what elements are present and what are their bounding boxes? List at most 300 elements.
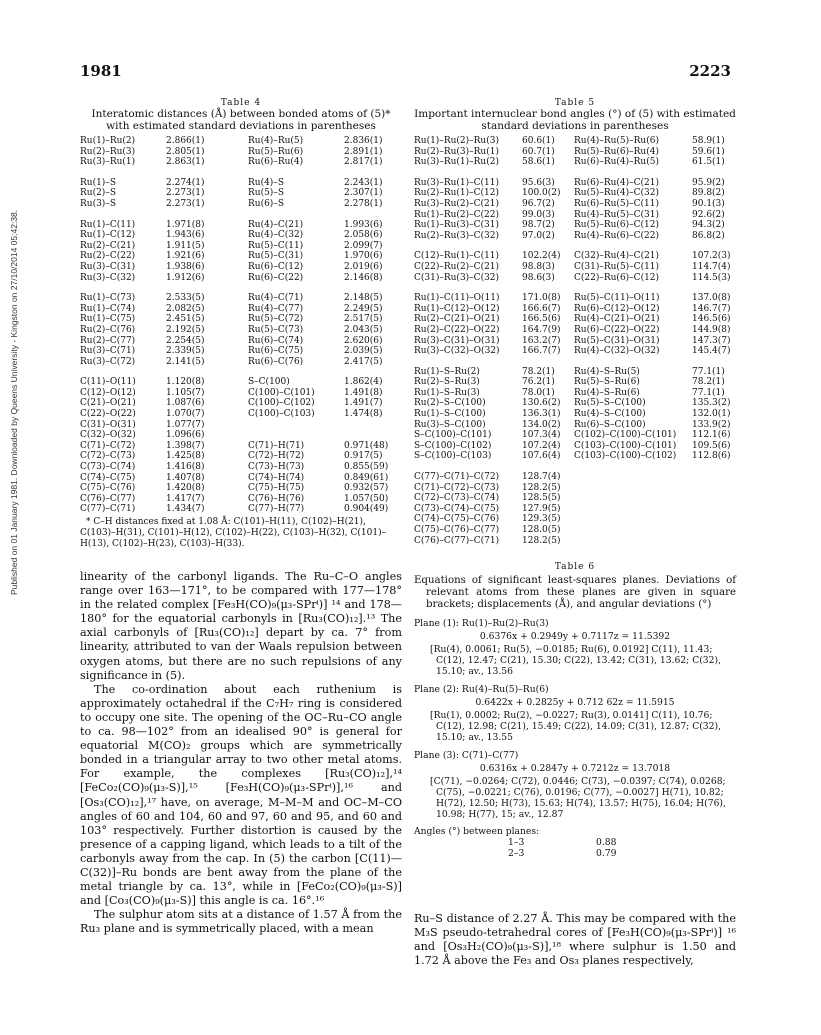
table-4 — [80, 98, 402, 550]
table-row — [80, 273, 402, 284]
table-cell: 2.243(1) — [344, 177, 383, 188]
table-row — [80, 325, 402, 336]
table-cell: Ru(1)–S — [80, 177, 116, 188]
table-row — [80, 346, 402, 357]
table-row — [80, 451, 402, 462]
table-cell: 60.6(1) — [522, 136, 555, 146]
table-cell: 146.5(6) — [692, 314, 731, 325]
table-cell: 166.7(7) — [522, 346, 561, 357]
table-cell: C(100)–C(102) — [248, 398, 315, 409]
table-cell: Ru(5)–Ru(6)–Ru(4) — [574, 146, 659, 157]
table-6-caption: Equations of significant least-squares planes. Deviations of relevant atoms from these planes are given in square brackets; displacements (Å), and angular deviations (°) — [414, 575, 736, 610]
table-cell: 2.273(1) — [166, 188, 205, 199]
table-cell: Ru(1)–C(11) — [80, 219, 136, 230]
table-cell: Ru(1)–Ru(2)–C(22) — [414, 209, 500, 220]
table-cell: Ru(5)–S–C(100) — [574, 398, 646, 409]
table-cell: Ru(6)–Ru(4)–C(21) — [574, 177, 660, 188]
table-cell: C(73)–H(73) — [248, 462, 305, 473]
table-cell — [692, 493, 736, 504]
table-row — [80, 409, 402, 420]
table-row — [80, 199, 402, 210]
table-cell: C(74)–C(75) — [80, 472, 136, 483]
table-cell: Ru(4)–S — [248, 177, 284, 188]
table-cell: 114.7(4) — [692, 261, 731, 272]
table-cell: Ru(1)–C(73) — [80, 293, 136, 304]
table-cell: C(32)–Ru(4)–C(21) — [574, 251, 660, 262]
table-cell: C(11)–O(11) — [80, 377, 136, 388]
table-cell: 2.863(1) — [166, 157, 205, 168]
table-cell: C(21)–O(21) — [80, 398, 136, 409]
table-cell: 107.6(4) — [522, 451, 561, 462]
table-row — [414, 231, 736, 242]
table-cell: 1.120(8) — [166, 377, 205, 388]
table-row — [80, 441, 402, 452]
table-cell: Ru(5)–C(72) — [248, 314, 304, 325]
table-row — [414, 441, 736, 452]
table-row — [414, 251, 736, 262]
table-cell: 144.9(8) — [692, 324, 731, 335]
table-cell: C(77)–C(71)–C(72) — [414, 472, 500, 483]
table-cell: Ru(2)–S–C(100) — [414, 398, 486, 409]
table-cell: C(73)–C(74) — [80, 462, 136, 473]
download-note: Published on 01 January 1981. Downloaded by Queens University - Kingston on 27/10/2014 05:42:38. — [9, 209, 19, 595]
table-cell: 2.417(5) — [344, 356, 383, 367]
table-cell: 2.099(7) — [344, 240, 383, 251]
table-cell — [692, 525, 736, 536]
table-row — [80, 262, 402, 273]
table-cell — [574, 483, 692, 494]
table-row — [80, 293, 402, 304]
table-cell: 95.9(2) — [692, 177, 725, 188]
table-cell: 1.970(6) — [344, 251, 383, 262]
table-cell: Ru(3)–C(31)–O(31) — [414, 335, 500, 346]
table-cell: 86.8(2) — [692, 230, 725, 241]
table-cell: 92.6(2) — [692, 209, 725, 220]
table-group — [80, 178, 402, 210]
table-cell: Ru(6)–C(75) — [248, 346, 304, 357]
angles-table — [414, 837, 736, 859]
table-cell: C(72)–H(72) — [248, 451, 305, 462]
table-row — [414, 504, 736, 515]
table-cell: S–C(100)–C(101) — [414, 430, 492, 441]
table-cell: Ru(3)–Ru(1) — [80, 157, 136, 168]
table-row — [80, 504, 402, 515]
table-cell: 1.105(7) — [166, 387, 205, 398]
table-cell: 102.2(4) — [522, 251, 561, 262]
table-cell: 1.938(6) — [166, 261, 205, 272]
table-row — [414, 451, 736, 462]
table-row — [414, 493, 736, 504]
table-cell: 77.1(1) — [692, 387, 725, 398]
table-cell: C(77)–H(77) — [248, 504, 305, 515]
plane-equation: 0.6422x + 0.2825y + 0.712 62z = 11.5915 — [475, 697, 675, 708]
table-4-footnote: * C–H distances fixed at 1.08 Å: C(101)–H(11), C(102)–H(21), C(103)–H(31), C(101)–H(12), C(102)–H(22), C(103)–H(32), C(101)–H(13), C(102)–H(23), C(103)–H(33). — [80, 517, 387, 549]
table-cell: C(74)–C(75)–C(76) — [414, 514, 500, 525]
table-row — [414, 536, 736, 547]
table-cell: 2.805(1) — [166, 146, 205, 157]
table-cell: 128.2(5) — [522, 535, 561, 546]
table-cell: 1.491(7) — [344, 398, 383, 409]
table-6-planes — [414, 618, 736, 820]
page-number: 2223 — [689, 62, 731, 80]
table-cell: 136.3(1) — [522, 409, 561, 420]
table-row — [414, 147, 736, 158]
table-cell — [248, 420, 344, 431]
table-row — [414, 199, 736, 210]
table-row — [80, 336, 402, 347]
table-row — [80, 483, 402, 494]
table-row — [80, 377, 402, 388]
table-cell: 97.0(2) — [522, 230, 555, 241]
table-row — [80, 357, 402, 368]
angle-row — [414, 848, 736, 859]
table-row — [80, 251, 402, 262]
table-cell: C(103)–C(100)–C(101) — [574, 440, 677, 451]
table-cell: S–C(100)–C(103) — [414, 451, 492, 462]
table-row — [414, 293, 736, 304]
paragraph: The co-ordination about each ruthenium is approximately octahedral if the C₇H₇ ring is considered to occupy one site. The opening of the OC–Ru–CO angle to ca. 98—102° from an idealised 90° is general for equatorial M(CO)₂ groups which are symmetrically bonded in a triangular array to two other metal atoms. For example, the complexes [Ru₃(CO)₁₂],¹⁴ [FeCo₂(CO)₉(μ₃-S)],¹⁵ [Fe₃H(CO)₉(μ₃-SPrⁱ)],¹⁶ and [Os₃(CO)₁₂],¹⁷ have, on average, M–M–M and OC–M–CO angles of 60 and 104, 60 and 97, 60 and 95, and 60 and 103° respectively. Further distortion is caused by the presence of a capping ligand, which leads to a tilt of the carbonyls away from the cap. In (5) the carbon [C(11)—C(32)]–Ru bonds are bent away from the plane of the metal triangle by ca. 13°, while in [FeCo₂(CO)₉(μ₃-S)] and [Co₃(CO)₉(μ₃-S)] this angle is ca. 16°.¹⁶ — [80, 682, 402, 908]
angle-row — [414, 837, 736, 848]
table-cell: 1.943(6) — [166, 230, 205, 241]
table-cell: Ru(1)–Ru(2) — [80, 136, 136, 146]
table-cell: Ru(5)–S–Ru(6) — [574, 377, 640, 388]
table-cell: 0.971(48) — [344, 440, 389, 451]
table-cell: 2.249(5) — [344, 303, 383, 314]
table-5 — [414, 98, 736, 546]
table-row — [80, 430, 402, 441]
table-group — [414, 136, 736, 168]
angle-planes: 1–3 — [508, 837, 525, 848]
table-cell: Ru(4)–Ru(5)–C(31) — [574, 209, 660, 220]
table-cell: 2.058(6) — [344, 230, 383, 241]
table-cell: 98.6(3) — [522, 272, 555, 283]
table-cell: Ru(1)–Ru(3)–C(31) — [414, 220, 500, 231]
table-cell: 133.9(2) — [692, 419, 731, 430]
table-row — [414, 178, 736, 189]
table-5-label: Table 5 — [554, 98, 596, 108]
table-cell: 1.425(8) — [166, 451, 205, 462]
table-cell: 2.274(1) — [166, 177, 205, 188]
table-cell: 2.891(1) — [344, 146, 383, 157]
table-cell: Ru(4)–C(32) — [248, 230, 304, 241]
table-cell: 129.3(5) — [522, 514, 561, 525]
table-cell: 0.932(57) — [344, 483, 389, 494]
table-5-caption: Important internuclear bond angles (°) of (5) with estimated standard deviations in parentheses — [414, 108, 736, 132]
table-group — [80, 293, 402, 367]
paragraph: The sulphur atom sits at a distance of 1.57 Å from the Ru₃ plane and is symmetrically placed, with a mean — [80, 908, 402, 936]
table-cell: 1.096(6) — [166, 430, 205, 441]
table-cell: C(100)–C(103) — [248, 409, 315, 420]
table-cell: 1.070(7) — [166, 409, 205, 420]
table-cell: 107.3(4) — [522, 430, 561, 441]
table-row — [80, 314, 402, 325]
table-cell: Ru(6)–Ru(5)–C(11) — [574, 198, 660, 209]
table-cell: 78.2(1) — [692, 377, 725, 388]
table-cell: 1.491(8) — [344, 387, 383, 398]
table-row — [414, 472, 736, 483]
table-cell: Ru(2)–C(77) — [80, 335, 136, 346]
table-cell: Ru(3)–C(32)–O(32) — [414, 346, 500, 357]
table-cell: Ru(4)–S–Ru(6) — [574, 387, 640, 398]
table-cell: 90.1(3) — [692, 198, 725, 209]
table-cell: 166.5(6) — [522, 314, 561, 325]
table-cell: Ru(2)–Ru(3)–Ru(1) — [414, 146, 499, 157]
table-cell: Ru(5)–Ru(6) — [248, 146, 304, 157]
table-cell: 166.6(7) — [522, 303, 561, 314]
table-cell — [248, 430, 344, 441]
table-cell: 78.0(1) — [522, 387, 555, 398]
table-cell: 98.8(3) — [522, 261, 555, 272]
table-cell: C(76)–H(76) — [248, 493, 305, 504]
table-cell: 0.849(61) — [344, 472, 389, 483]
table-cell — [692, 536, 736, 547]
table-cell: Ru(2)–Ru(1)–C(12) — [414, 188, 500, 199]
table-cell: 2.817(1) — [344, 157, 383, 168]
table-cell: 128.7(4) — [522, 472, 561, 483]
table-row — [414, 398, 736, 409]
table-cell: Ru(3)–S — [80, 198, 116, 209]
table-row — [414, 409, 736, 420]
table-cell: C(12)–O(12) — [80, 387, 136, 398]
table-cell: 1.087(6) — [166, 398, 205, 409]
table-group — [414, 367, 736, 462]
table-cell: Ru(3)–Ru(1)–Ru(2) — [414, 157, 499, 168]
table-row — [80, 304, 402, 315]
table-cell: 60.7(1) — [522, 146, 555, 157]
table-cell: C(75)–C(76) — [80, 483, 136, 494]
table-row — [414, 377, 736, 388]
table-cell: Ru(2)–C(21)–O(21) — [414, 314, 500, 325]
table-cell: Ru(1)–Ru(2)–Ru(3) — [414, 136, 499, 146]
table-cell: Ru(2)–S — [80, 188, 116, 199]
table-cell: 107.2(4) — [522, 440, 561, 451]
table-cell: C(72)–C(73) — [80, 451, 136, 462]
table-row — [414, 314, 736, 325]
table-cell: Ru(2)–C(22)–O(22) — [414, 324, 500, 335]
table-row — [80, 230, 402, 241]
table-cell: 147.3(7) — [692, 335, 731, 346]
table-cell — [574, 525, 692, 536]
table-cell: C(100)–C(101) — [248, 387, 315, 398]
table-cell: Ru(3)–Ru(2)–C(21) — [414, 198, 500, 209]
table-cell: C(22)–O(22) — [80, 409, 136, 420]
table-row — [80, 241, 402, 252]
table-row — [80, 388, 402, 399]
table-cell: 1.407(8) — [166, 472, 205, 483]
table-cell: 2.039(5) — [344, 346, 383, 357]
table-group — [80, 136, 402, 168]
table-cell: 171.0(8) — [522, 293, 561, 304]
table-cell: C(22)–Ru(6)–C(12) — [574, 272, 660, 283]
table-cell: 0.855(59) — [344, 462, 389, 473]
table-cell — [574, 514, 692, 525]
table-row — [414, 210, 736, 221]
table-row — [414, 220, 736, 231]
table-row — [80, 220, 402, 231]
table-cell: C(73)–C(74)–C(75) — [414, 503, 500, 514]
table-cell: Ru(6)–C(22) — [248, 272, 304, 283]
table-cell — [574, 536, 692, 547]
table-cell: Ru(2)–C(21) — [80, 240, 136, 251]
table-cell: Ru(3)–S–C(100) — [414, 419, 486, 430]
table-6-label: Table 6 — [554, 562, 596, 572]
table-cell — [692, 514, 736, 525]
table-cell: 2.451(5) — [166, 314, 205, 325]
table-cell: Ru(4)–C(71) — [248, 293, 304, 304]
table-cell: Ru(3)–C(71) — [80, 346, 136, 357]
angle-planes: 2–3 — [508, 848, 525, 859]
table-cell: 1.057(50) — [344, 493, 389, 504]
table-row — [414, 273, 736, 284]
table-cell: C(71)–C(72) — [80, 440, 136, 451]
table-cell — [574, 504, 692, 515]
table-row — [414, 262, 736, 273]
table-cell: Ru(5)–S — [248, 188, 284, 199]
table-cell: Ru(6)–C(22)–O(22) — [574, 324, 660, 335]
table-cell: Ru(4)–C(32)–O(32) — [574, 346, 660, 357]
table-cell: Ru(4)–C(77) — [248, 303, 304, 314]
table-cell: 146.7(7) — [692, 303, 731, 314]
table-row — [414, 325, 736, 336]
table-cell: S–C(100) — [248, 377, 290, 388]
table-cell: 163.2(7) — [522, 335, 561, 346]
plane-deviations: [C(71), −0.0264; C(72), 0.0446; C(73), −0.0397; C(74), 0.0268; C(75), −0.0221; C(76), 0.0196; C(77), −0.0027] H(71), 10.82; H(72), 12.50; H(73), 15.63; H(74), 13.57; H(75), 16.04; H(76), 10.98; H(77), 15; av., 12.87 — [430, 776, 726, 820]
table-cell: 2.254(5) — [166, 335, 205, 346]
table-cell: C(76)–C(77) — [80, 493, 136, 504]
table-cell: Ru(5)–C(73) — [248, 324, 304, 335]
table-cell: 135.3(2) — [692, 398, 731, 409]
table-cell: 1.417(7) — [166, 493, 205, 504]
table-cell: C(32)–O(32) — [80, 430, 136, 441]
table-4-body — [80, 136, 402, 515]
table-cell: 1.077(7) — [166, 419, 205, 430]
plane-title: Plane (2): Ru(4)–Ru(5)–Ru(6) — [414, 684, 549, 695]
table-row — [80, 147, 402, 158]
table-cell: 2.192(5) — [166, 324, 205, 335]
table-cell: 130.6(2) — [522, 398, 561, 409]
table-cell: 58.6(1) — [522, 157, 555, 168]
table-cell: 145.4(7) — [692, 346, 731, 357]
table-group — [80, 377, 402, 515]
table-cell: 2.082(5) — [166, 303, 205, 314]
table-5-body — [414, 136, 736, 546]
table-cell: 2.533(5) — [166, 293, 205, 304]
table-row — [414, 430, 736, 441]
table-row — [80, 462, 402, 473]
table-cell — [344, 430, 402, 441]
table-cell: Ru(1)–C(12)–O(12) — [414, 303, 500, 314]
table-cell: 2.339(5) — [166, 346, 205, 357]
table-cell: Ru(3)–Ru(1)–C(11) — [414, 177, 500, 188]
table-row — [414, 525, 736, 536]
table-cell: 1.912(6) — [166, 272, 205, 283]
table-cell: 114.5(3) — [692, 272, 731, 283]
table-row — [80, 157, 402, 168]
table-cell: 1.398(7) — [166, 440, 205, 451]
table-cell: Ru(6)–C(76) — [248, 356, 304, 367]
table-cell: 76.2(1) — [522, 377, 555, 388]
table-row — [80, 178, 402, 189]
plane-deviations: [Ru(1), 0.0002; Ru(2), −0.0227; Ru(3), 0.0141] C(11), 10.76; C(12), 12.98; C(21), 15.49; C(22), 14.09; C(31), 12.87; C(32), 15.10; av., 13.55 — [430, 710, 722, 743]
table-cell: C(31)–Ru(3)–C(32) — [414, 272, 500, 283]
table-cell: Ru(4)–Ru(6)–C(22) — [574, 230, 660, 241]
table-cell — [344, 420, 402, 431]
table-cell: Ru(6)–C(12) — [248, 261, 304, 272]
table-cell: 98.7(2) — [522, 220, 555, 231]
table-cell: 128.0(5) — [522, 525, 561, 535]
table-cell: 2.278(1) — [344, 198, 383, 209]
table-cell: Ru(4)–C(21)–O(21) — [574, 314, 660, 325]
table-cell: Ru(3)–C(32) — [80, 272, 136, 283]
table-cell: 1.420(8) — [166, 483, 205, 494]
table-group — [414, 472, 736, 546]
table-cell: C(22)–Ru(2)–C(21) — [414, 261, 500, 272]
table-cell: Ru(6)–C(74) — [248, 335, 304, 346]
paragraph: linearity of the carbonyl ligands. The Ru–C–O angles range over 163—171°, to be compared with 177—178° in the related complex [Fe₃H(CO)₉(μ₃-SPrⁱ)] ¹⁴ and 178—180° for the equatorial carbonyls in [Ru₃(CO)₁₂].¹³ The axial carbonyls of [Ru₃(CO)₁₂] depart by ca. 7° from linearity, attributed to van der Waals repulsion between oxygen atoms, but there are no such repulsions of any significance in (5). — [80, 570, 402, 682]
table-cell: 164.7(9) — [522, 324, 561, 335]
table-cell: C(103)–C(100)–C(102) — [574, 451, 677, 462]
table-cell: 1.911(5) — [166, 240, 205, 251]
table-group — [414, 293, 736, 357]
table-cell: C(71)–C(72)–C(73) — [414, 482, 500, 493]
table-cell: 59.6(1) — [692, 146, 725, 157]
table-row — [414, 367, 736, 378]
table-cell: Ru(1)–S–Ru(3) — [414, 387, 480, 398]
table-group — [414, 251, 736, 283]
table-cell: Ru(4)–Ru(5) — [248, 136, 304, 146]
table-cell: 2.043(5) — [344, 324, 383, 335]
table-4-caption: Interatomic distances (Å) between bonded atoms of (5)* with estimated standard deviations in parentheses — [91, 108, 391, 132]
table-cell: 2.273(1) — [166, 198, 205, 209]
right-body-text: Ru–S distance of 2.27 Å. This may be compared with the M₃S pseudo-tetrahedral cores of [Fe₃H(CO)₉(μ₃-SPrⁱ)] ¹⁶ and [Os₃H₂(CO)₉(μ₃-S)],¹⁸ where sulphur is 1.50 and 1.72 Å above the Fe₃ and Os₃ planes respectively, — [414, 912, 736, 968]
table-cell: 107.2(3) — [692, 251, 731, 262]
table-cell: 132.0(1) — [692, 409, 731, 420]
table-row — [414, 388, 736, 399]
table-row — [414, 136, 736, 147]
journal-year: 1981 — [80, 62, 122, 80]
table-cell: Ru(5)–Ru(4)–C(32) — [574, 188, 660, 199]
table-cell: 1.416(8) — [166, 462, 205, 473]
table-cell: 99.0(3) — [522, 209, 555, 220]
angle-value: 0.79 — [596, 848, 617, 859]
table-cell: 100.0(2) — [522, 188, 561, 199]
table-cell: 2.866(1) — [166, 136, 205, 146]
table-cell: Ru(6)–C(12)–O(12) — [574, 303, 660, 314]
plane-title: Plane (1): Ru(1)–Ru(2)–Ru(3) — [414, 618, 549, 629]
table-row — [414, 346, 736, 357]
table-cell: C(71)–H(71) — [248, 440, 305, 451]
table-cell: Ru(1)–C(74) — [80, 303, 136, 314]
table-6 — [414, 562, 736, 859]
table-cell: Ru(2)–Ru(3) — [80, 146, 136, 157]
table-cell: Ru(5)–C(11) — [248, 240, 304, 251]
table-cell: Ru(5)–C(11)–O(11) — [574, 293, 660, 304]
table-cell: 89.8(2) — [692, 188, 725, 199]
table-cell: Ru(4)–S–Ru(5) — [574, 366, 640, 377]
table-cell: 2.019(6) — [344, 261, 383, 272]
table-cell: Ru(4)–S–C(100) — [574, 409, 646, 420]
table-cell: 95.6(3) — [522, 177, 555, 188]
table-cell: S–C(100)–C(102) — [414, 440, 492, 451]
table-cell: 0.917(5) — [344, 451, 383, 462]
table-cell: 134.0(2) — [522, 419, 561, 430]
table-cell — [692, 504, 736, 515]
table-row — [414, 514, 736, 525]
table-row — [414, 304, 736, 315]
table-cell: 2.836(1) — [344, 136, 383, 146]
table-cell: Ru(1)–S–C(100) — [414, 409, 486, 420]
plane-equation: 0.6376x + 0.2949y + 0.7117z = 11.5392 — [479, 631, 671, 642]
